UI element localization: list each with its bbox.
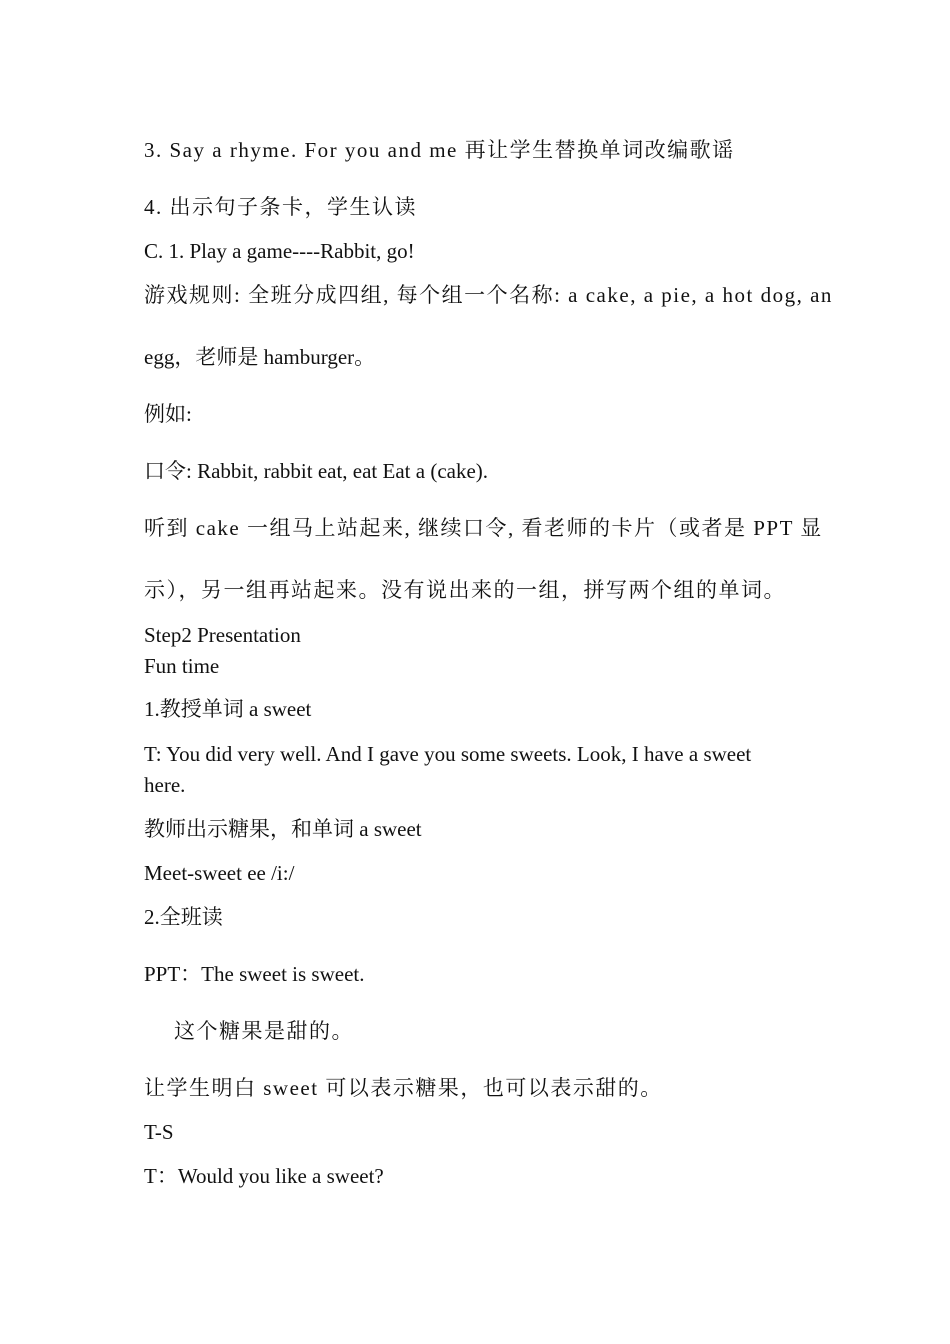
text-line: 3. Say a rhyme. For you and me 再让学生替换单词改编歌谣 bbox=[144, 138, 735, 162]
text-line: 教师出示糖果，和单词 a sweet bbox=[144, 817, 422, 841]
section-subheading: Fun time bbox=[144, 654, 220, 678]
text-line: T-S bbox=[144, 1120, 174, 1144]
text-line: T：Would you like a sweet? bbox=[144, 1164, 384, 1188]
text-line: T: You did very well. And I gave you some sweets. Look, I have a sweet bbox=[144, 742, 752, 766]
text-line: 这个糖果是甜的。 bbox=[174, 1019, 354, 1043]
text-line: 2.全班读 bbox=[144, 905, 223, 929]
section-heading: Step2 Presentation bbox=[144, 623, 301, 647]
text-line: egg，老师是 hamburger。 bbox=[144, 345, 376, 369]
text-line: 口令: Rabbit, rabbit eat, eat Eat a (cake). bbox=[144, 459, 489, 483]
text-line: here. bbox=[144, 773, 186, 797]
text-line: Meet-sweet ee /i:/ bbox=[144, 861, 295, 885]
text-line: 听到 cake 一组马上站起来, 继续口令, 看老师的卡片（或者是 PPT 显 bbox=[144, 516, 823, 540]
text-line: PPT：The sweet is sweet. bbox=[144, 962, 365, 986]
text-line: 游戏规则: 全班分成四组, 每个组一个名称: a cake, a pie, a hot dog, an bbox=[144, 283, 833, 307]
text-line: 例如: bbox=[144, 402, 192, 426]
text-line: 1.教授单词 a sweet bbox=[144, 697, 312, 721]
text-line: 示），另一组再站起来。没有说出来的一组，拼写两个组的单词。 bbox=[144, 578, 786, 602]
text-line: 让学生明白 sweet 可以表示糖果，也可以表示甜的。 bbox=[144, 1076, 663, 1100]
text-line: 4. 出示句子条卡，学生认读 bbox=[144, 195, 417, 219]
text-line: C. 1. Play a game----Rabbit, go! bbox=[144, 239, 415, 263]
